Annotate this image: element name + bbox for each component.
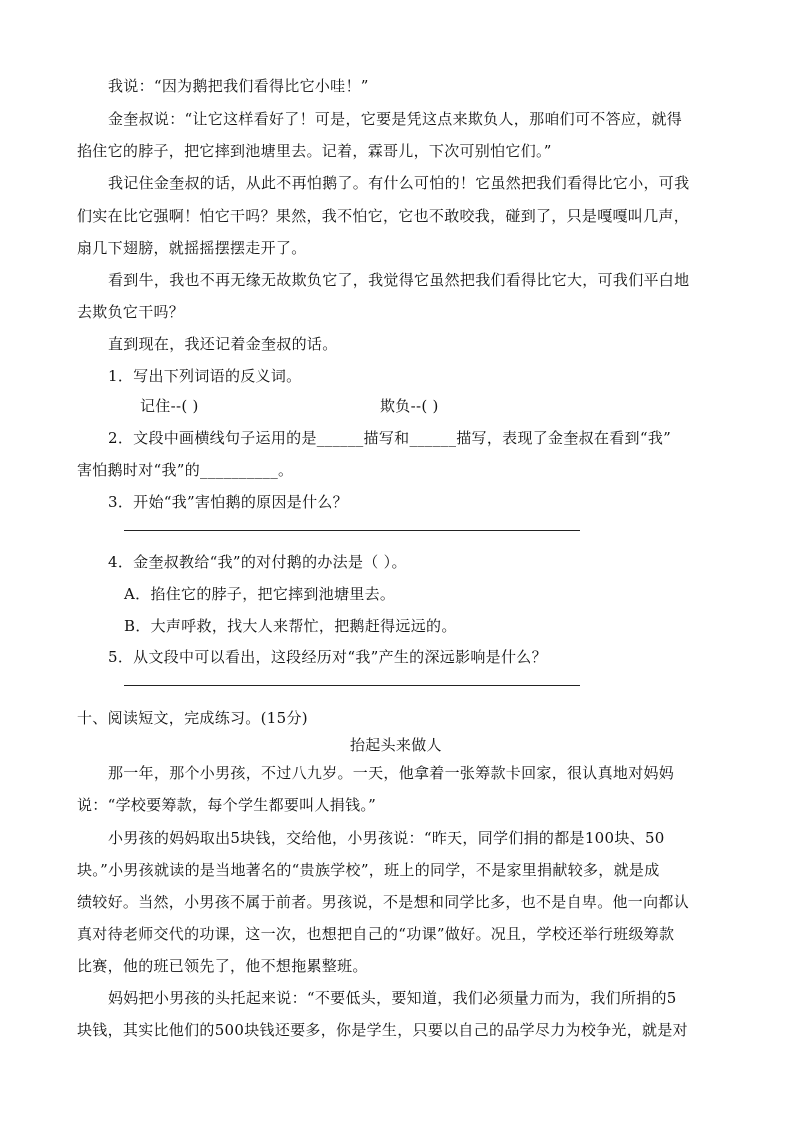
question-4-option-a: A．掐住它的脖子，把它摔到池塘里去。 [124, 585, 396, 603]
section-10-heading: 十、阅读短文，完成练习。(15分) [77, 709, 308, 727]
question-3: 3．开始“我”害怕鹅的原因是什么？ [108, 493, 348, 511]
article-paragraph-1-line-1: 那一年，那个小男孩，不过八九岁。一天，他拿着一张筹款卡回家，很认真地对妈妈 [108, 764, 675, 782]
passage-paragraph-1: 我说：“因为鹅把我们看得比它小哇！” [108, 77, 369, 95]
question-2-line-2: 害怕鹅时对“我”的__________。 [77, 461, 294, 479]
question-1: 1．写出下列词语的反义词。 [108, 367, 302, 385]
article-paragraph-2-line-5: 比赛，他的班已领先了，他不想拖累整班。 [77, 957, 368, 975]
answer-line-question-3[interactable] [124, 530, 580, 531]
question-5: 5．从文段中可以看出，这段经历对“我”产生的深远影响是什么？ [108, 648, 547, 666]
question-2-line-1: 2．文段中画横线句子运用的是______描写和______描写，表现了金奎叔在看到“我” [108, 429, 672, 447]
question-1-item-b: 欺负--( ) [380, 397, 439, 415]
passage-paragraph-4-line-1: 看到牛，我也不再无缘无故欺负它了，我觉得它虽然把我们看得比它大，可我们平白地 [108, 271, 690, 289]
question-1-item-a: 记住--( ) [140, 397, 199, 415]
article-paragraph-3-line-2: 块钱，其实比他们的500块钱还要多，你是学生，只要以自己的品学尽力为校争光，就是对 [77, 1021, 688, 1039]
article-title: 抬起头来做人 [350, 736, 442, 754]
passage-paragraph-2-line-1: 金奎叔说：“让它这样看好了！可是，它要是凭这点来欺负人，那咱们可不答应，就得 [108, 110, 683, 128]
article-paragraph-3-line-1: 妈妈把小男孩的头托起来说：“不要低头，要知道，我们必须量力而为，我们所捐的5 [108, 989, 677, 1007]
article-paragraph-1-line-2: 说：“学校要筹款，每个学生都要叫人捐钱。” [77, 796, 377, 814]
question-4: 4．金奎叔教给“我”的对付鹅的办法是（ ）。 [108, 553, 407, 571]
article-paragraph-2-line-3: 绩较好。当然，小男孩不属于前者。男孩说，不是想和同学比多，也不是自卑。他一向都认 [77, 893, 690, 911]
article-paragraph-2-line-4: 真对待老师交代的功课，这一次，也想把自己的“功课”做好。况且，学校还举行班级筹款 [77, 925, 675, 943]
passage-paragraph-4-line-2: 去欺负它干吗？ [77, 303, 185, 321]
passage-paragraph-5: 直到现在，我还记着金奎叔的话。 [108, 335, 338, 353]
article-paragraph-2-line-2: 块。”小男孩就读的是当地著名的“贵族学校”，班上的同学，不是家里捐献较多，就是成 [77, 861, 660, 879]
passage-paragraph-3-line-2: 们实在比它强啊！怕它干吗？果然，我不怕它，它也不敢咬我，碰到了，只是嘎嘎叫几声， [77, 207, 690, 225]
passage-paragraph-3-line-1: 我记住金奎叔的话，从此不再怕鹅了。有什么可怕的！它虽然把我们看得比它小，可我 [108, 174, 690, 192]
answer-line-question-5[interactable] [124, 685, 580, 686]
passage-paragraph-2-line-2: 掐住它的脖子，把它摔到池塘里去。记着，霖哥儿，下次可别怕它们。” [77, 142, 552, 160]
question-4-option-b: B．大声呼救，找大人来帮忙，把鹅赶得远远的。 [124, 617, 457, 635]
article-paragraph-2-line-1: 小男孩的妈妈取出5块钱，交给他，小男孩说：“昨天，同学们捐的都是100块、50 [108, 829, 665, 847]
passage-paragraph-3-line-3: 扇几下翅膀，就摇摇摆摆走开了。 [77, 239, 307, 257]
